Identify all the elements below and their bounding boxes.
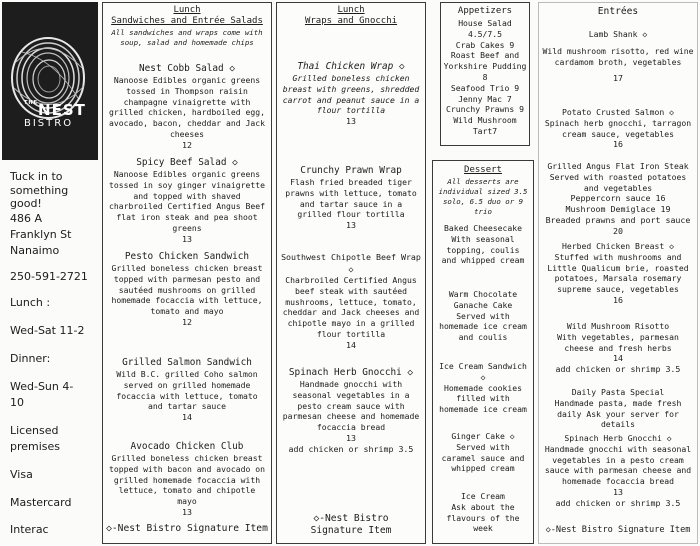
item-price: 12: [182, 316, 192, 327]
item-desc: Grilled boneless chicken breast topped with parmesan pesto and sautéed mushrooms on grilled homemade focaccia with lettuce, tomato and mayo: [111, 263, 263, 317]
item-desc: Wild mushroom risotto, red wine cardamom broth, vegetables: [542, 45, 694, 67]
item-desc: Nanoose Edibles organic greens tossed in Thompson raisin champagne vinaigrette with grilled chicken, hardboiled egg, avocado, bacon, cheddar and Jack cheeses: [109, 75, 265, 139]
menu-item: [103, 155, 271, 245]
dessert-item: [433, 361, 533, 415]
item-name: Lamb Shank ◇: [588, 29, 648, 39]
menu-item: [277, 365, 425, 455]
appetizer-line: Tart7: [472, 125, 498, 136]
dessert-item: [433, 491, 533, 534]
appetizer-line: 8: [482, 71, 488, 82]
tagline-2: something good!: [10, 184, 69, 210]
item-name: Southwest Chipotle Beef Wrap ◇: [281, 252, 421, 274]
info-sidebar: [2, 162, 98, 544]
item-price: 13: [182, 506, 192, 517]
item-name: Warm Chocolate Ganache Cake: [448, 289, 518, 310]
item-desc: Spinach herb gnocchi, tarragon cream sauce, vegetables: [544, 117, 692, 139]
item-extra-2: Breaded prawns and port sauce 20: [545, 215, 691, 237]
nest-logo-icon: [2, 2, 98, 160]
item-name: Spinach Herb Gnocchi ◇: [288, 367, 414, 378]
item-desc: Nanoose Edibles organic greens tossed in soy ginger vinaigrette and topped with shaved charbroiled Certified Angus Beef flat iron steak and pea shoot greens: [109, 169, 265, 233]
item-price: 13: [346, 116, 356, 127]
item-extra: Mushroom Demiglace 19: [565, 204, 671, 215]
item-price: 16: [613, 139, 623, 150]
menu-item: [103, 249, 271, 328]
appetizer-line: 4.5/7.5: [467, 28, 503, 39]
item-name: Avocado Chicken Club: [130, 441, 244, 452]
item-name: Baked Cheesecake: [444, 223, 522, 233]
phone-number: 250-591-2721: [10, 270, 88, 283]
item-desc: Grilled boneless chicken breast topped with bacon and avocado on grilled homemade focaccia with lettuce, tomato and chipotle mayo: [109, 453, 265, 507]
item-desc: Ask about the flavours of the week: [446, 501, 520, 534]
item-name: Crunchy Prawn Wrap: [300, 165, 402, 176]
item-desc: Handmade gnocchi with seasonal vegetables in a pesto cream sauce with parmesan cheese and homemade focaccia bread: [282, 379, 420, 433]
item-extra: add chicken or shrimp 3.5: [288, 443, 414, 454]
item-desc: Grilled boneless chicken breast with greens, shredded carrot and peanut sauce in a flour tortilla: [282, 73, 420, 116]
appetizer-line: Seafood Trio 9: [450, 82, 520, 93]
item-desc: With vegetables, parmesan cheese and fresh herbs: [557, 331, 679, 353]
lunch-wraps-panel: [276, 2, 426, 544]
mastercard-label: Mastercard: [10, 496, 72, 509]
col1-note: All sandwiches and wraps come with soup, salad and homemade chips: [111, 28, 263, 47]
entree-item: [539, 107, 697, 150]
dinner-hours-1: Wed-Sun 4-: [10, 380, 74, 393]
item-price: 14: [613, 353, 623, 364]
item-name: Wild Mushroom Risotto: [566, 321, 670, 331]
visa-label: Visa: [10, 468, 33, 481]
menu-item: [103, 439, 271, 518]
item-name: Grilled Angus Flat Iron Steak: [547, 161, 689, 171]
item-price: 13: [346, 220, 356, 231]
entree-item: [539, 241, 697, 306]
item-name: Ice Cream: [461, 491, 505, 501]
item-name: Thai Chicken Wrap ◇: [297, 61, 405, 72]
item-name: Spicy Beef Salad ◇: [136, 157, 238, 168]
item-price: 13: [346, 432, 356, 443]
appetizers-heading: Appetizers: [457, 6, 513, 16]
item-name: Pesto Chicken Sandwich: [124, 251, 250, 262]
item-price: 12: [182, 139, 192, 150]
col1-heading-2: Sandwiches and Entrée Salads: [111, 16, 263, 26]
item-price: 17: [613, 73, 623, 84]
item-price: 14: [182, 412, 192, 423]
tagline-1: Tuck in to: [10, 170, 63, 183]
item-name: Daily Pasta Special: [571, 387, 665, 397]
signature-legend: ◇-Nest Bistro Signature Item: [310, 513, 392, 536]
logo-wordmark: [24, 100, 86, 119]
address-line-2: Franklyn St: [10, 228, 72, 241]
item-desc: Served with homemade ice cream and coulis: [439, 310, 527, 343]
item-desc: With seasonal topping, coulis and whipped cream: [441, 233, 525, 266]
lunch-sandwiches-panel: [102, 2, 272, 544]
item-desc: Handmade pasta, made fresh daily Ask your server for details: [554, 397, 682, 430]
licensed-line-2: premises: [10, 440, 61, 453]
item-name: Ice Cream Sandwich ◇: [439, 361, 527, 382]
item-name: Grilled Salmon Sandwich: [122, 357, 252, 368]
appetizer-line: Roast Beef and: [450, 50, 520, 61]
item-name: Spinach Herb Gnocchi ◇: [564, 433, 672, 443]
item-price: 16: [613, 294, 623, 305]
entree-item: [539, 29, 697, 84]
dessert-item: [433, 289, 533, 343]
address-line-3: Nanaimo: [10, 244, 60, 257]
logo-the: THE: [24, 100, 39, 106]
item-name: Nest Cobb Salad ◇: [139, 63, 235, 74]
item-price: Peppercorn sauce 16: [570, 193, 666, 204]
item-desc: Charbroiled Certified Angus beef steak with sautéed mushrooms, lettuce, tomato, cheddar and Jack cheeses and chipotle mayo in a grilled flour tortilla: [282, 275, 420, 339]
menu-item: [103, 355, 271, 423]
item-extra: add chicken or shrimp 3.5: [555, 364, 681, 375]
item-desc: Wild B.C. grilled Coho salmon served on grilled homemade focaccia with lettuce, tomato and tartar sauce: [116, 369, 258, 412]
item-desc: Homemade cookies filled with homemade ice cream: [439, 382, 527, 415]
item-desc: Served with caramel sauce and whipped cream: [441, 441, 525, 474]
appetizer-line: Crab Cakes 9: [455, 39, 515, 50]
licensed-line-1: Licensed: [10, 424, 59, 437]
item-price: 14: [346, 339, 356, 350]
item-desc: Served with roasted potatoes and vegetables: [549, 171, 687, 193]
menu-item: [277, 59, 425, 127]
menu-item: [103, 61, 271, 151]
item-price: 13: [182, 233, 192, 244]
entrees-panel: [538, 2, 698, 544]
dessert-heading: Dessert: [464, 165, 502, 175]
signature-legend: ◇-Nest Bistro Signature Item: [106, 523, 268, 534]
appetizer-line: Jenny Mac 7: [458, 93, 512, 104]
dinner-hours-2: 10: [10, 396, 24, 409]
item-desc: Handmade gnocchi with seasonal vegetables in a pesto cream sauce with parmesan cheese and homemade focaccia bread: [544, 443, 692, 487]
item-name: Potato Crusted Salmon ◇: [561, 107, 675, 117]
dessert-item: [433, 431, 533, 474]
item-desc: Stuffed with mushrooms and Little Qualicum brie, roasted potatoes, Marsala rosemary supreme sauce, vegetables: [547, 251, 689, 295]
entree-item: [539, 161, 697, 237]
logo-nest: NEST: [38, 101, 86, 119]
dinner-label: Dinner:: [10, 352, 51, 365]
address-line-1: 486 A: [10, 212, 43, 225]
appetizers-panel: [440, 2, 530, 146]
entree-item: [539, 321, 697, 375]
item-desc: Flash fried breaded tiger prawns with lettuce, tomato and tartar sauce in a grilled flour tortilla: [285, 177, 417, 220]
signature-legend: ◇-Nest Bistro Signature Item: [545, 525, 691, 535]
dessert-panel: [432, 160, 534, 544]
lunch-hours: Wed-Sat 11-2: [10, 324, 85, 337]
appetizer-line: Wild Mushroom: [453, 115, 517, 126]
logo-panel: [2, 2, 98, 160]
menu-item: [277, 249, 425, 351]
col2-heading-2: Wraps and Gnocchi: [304, 16, 398, 26]
dessert-item: [433, 223, 533, 266]
item-price: 13: [613, 486, 623, 497]
item-name: Ginger Cake ◇: [451, 431, 515, 441]
appetizer-list: [441, 18, 529, 137]
entree-item: [539, 387, 697, 430]
item-extra: add chicken or shrimp 3.5: [555, 497, 681, 508]
entree-item: [539, 433, 697, 509]
menu-item: [277, 163, 425, 231]
item-name: Herbed Chicken Breast ◇: [561, 241, 675, 251]
logo-bistro: BISTRO: [24, 118, 74, 129]
entrees-heading: Entrées: [597, 6, 639, 17]
appetizer-line: House Salad: [458, 18, 512, 28]
lunch-label: Lunch :: [10, 296, 51, 309]
interac-label: Interac: [10, 523, 49, 536]
col2-heading-1: Lunch: [337, 5, 365, 15]
appetizer-line: Yorkshire Pudding: [443, 61, 527, 72]
appetizer-line: Crunchy Prawns 9: [446, 104, 524, 115]
dessert-note: All desserts are individual sized 3.5 solo, 6.5 duo or 9 trio: [438, 177, 528, 216]
col1-heading-1: Lunch: [173, 5, 201, 15]
